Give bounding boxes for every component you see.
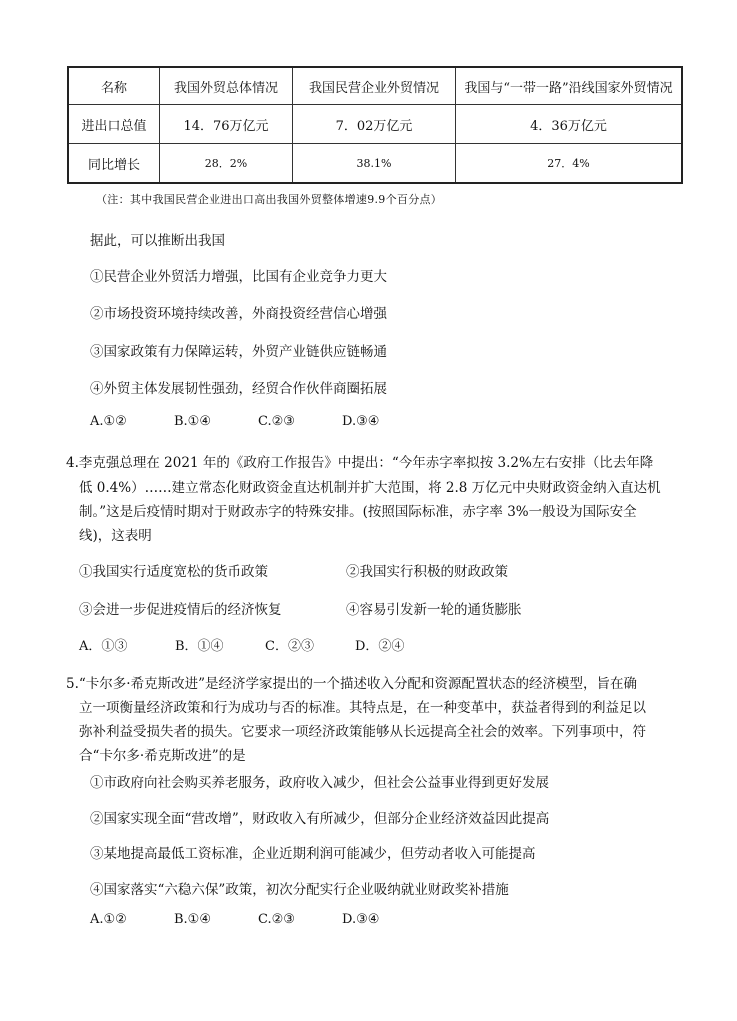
option-d: D．②④ [355,639,405,654]
q3-options [90,414,379,429]
option-b: B.①④ [174,912,211,927]
q4-line-1: 4.李克强总理在 2021 年的《政府工作报告》中提出：“今年赤字率拟按 3.2%左右安排（比去年降 [66,455,654,471]
table-cell: 4．36万亿元 [456,105,683,144]
q5-line-1: 5.“卡尔多·希克斯改进”是经济学家提出的一个描述收入分配和资源配置状态的经济模型，旨在确 [66,676,637,692]
q3-item-1: ①民营企业外贸活力增强，比国有企业竞争力更大 [90,269,387,285]
table-cell: 同比增长 [68,144,160,184]
option-c: C．②③ [265,639,314,654]
table-cell: 进出口总值 [68,105,160,144]
q4-options [79,635,404,654]
q5-item-4: ④国家落实“六稳六保”政策，初次分配实行企业吸纳就业财政奖补措施 [90,882,509,898]
q3-item-4: ④外贸主体发展韧性强劲，经贸合作伙伴商圈拓展 [90,381,387,397]
option-b: B.①④ [174,414,211,429]
option-b: B．①④ [175,639,224,654]
q5-line-2: 立一项衡量经济政策和行为成功与否的标准。其特点是，在一种变革中，获益者得到的利益足以 [79,700,646,716]
q5-line-3: 弥补利益受损失者的损失。它要求一项经济政策能够从长远提高全社会的效率。下列事项中，符 [79,724,646,740]
table-header-cell: 我国外贸总体情况 [160,67,293,105]
q3-stem: 据此，可以推断出我国 [90,233,225,249]
q4-item-2: ②我国实行积极的财政政策 [346,564,508,580]
table-row [68,144,682,184]
table-cell: 7．02万亿元 [293,105,456,144]
table-header-row [68,67,682,105]
option-a: A.①② [90,414,127,429]
q4-item-4: ④容易引发新一轮的通货膨胀 [346,602,522,618]
q4-line-3: 制。”这是后疫情时期对于财政赤字的特殊安排。(按照国际标准，赤字率 3%一般设为国际安全 [79,504,637,520]
table-cell: 27．4% [456,144,683,184]
q3-item-3: ③国家政策有力保障运转，外贸产业链供应链畅通 [90,344,387,360]
q3-item-2: ②市场投资环境持续改善，外商投资经营信心增强 [90,306,387,322]
option-c: C.②③ [258,912,295,927]
table-cell: 14．76万亿元 [160,105,293,144]
option-a: A．①③ [79,639,128,654]
table-row [68,105,682,144]
q5-options [90,912,379,927]
q5-item-2: ②国家实现全面“营改增”，财政收入有所减少，但部分企业经济效益因此提高 [90,811,550,827]
trade-table [67,66,683,184]
q4-line-4: 线)，这表明 [79,528,152,544]
option-d: D.③④ [342,912,380,927]
table-cell: 28．2% [160,144,293,184]
table-header-cell: 我国民营企业外贸情况 [293,67,456,105]
q5-item-3: ③某地提高最低工资标准，企业近期利润可能减少，但劳动者收入可能提高 [90,846,536,862]
option-d: D.③④ [342,414,380,429]
q5-item-1: ①市政府向社会购买养老服务，政府收入减少，但社会公益事业得到更好发展 [90,775,549,791]
q4-item-3: ③会进一步促进疫情后的经济恢复 [79,602,282,618]
table-header-cell: 名称 [68,67,160,105]
table-cell: 38.1% [293,144,456,184]
q4-line-2: 低 0.4%）……建立常态化财政资金直达机制并扩大范围，将 2.8 万亿元中央财政资金纳入直达机 [79,480,661,496]
q4-item-1: ①我国实行适度宽松的货币政策 [79,564,268,580]
table-note: （注：其中我国民营企业进出口高出我国外贸整体增速9.9个百分点） [96,193,443,206]
option-a: A.①② [90,912,127,927]
q5-line-4: 合“卡尔多·希克斯改进”的是 [79,748,246,764]
option-c: C.②③ [258,414,295,429]
table-header-cell: 我国与“一带一路”沿线国家外贸情况 [456,67,683,105]
